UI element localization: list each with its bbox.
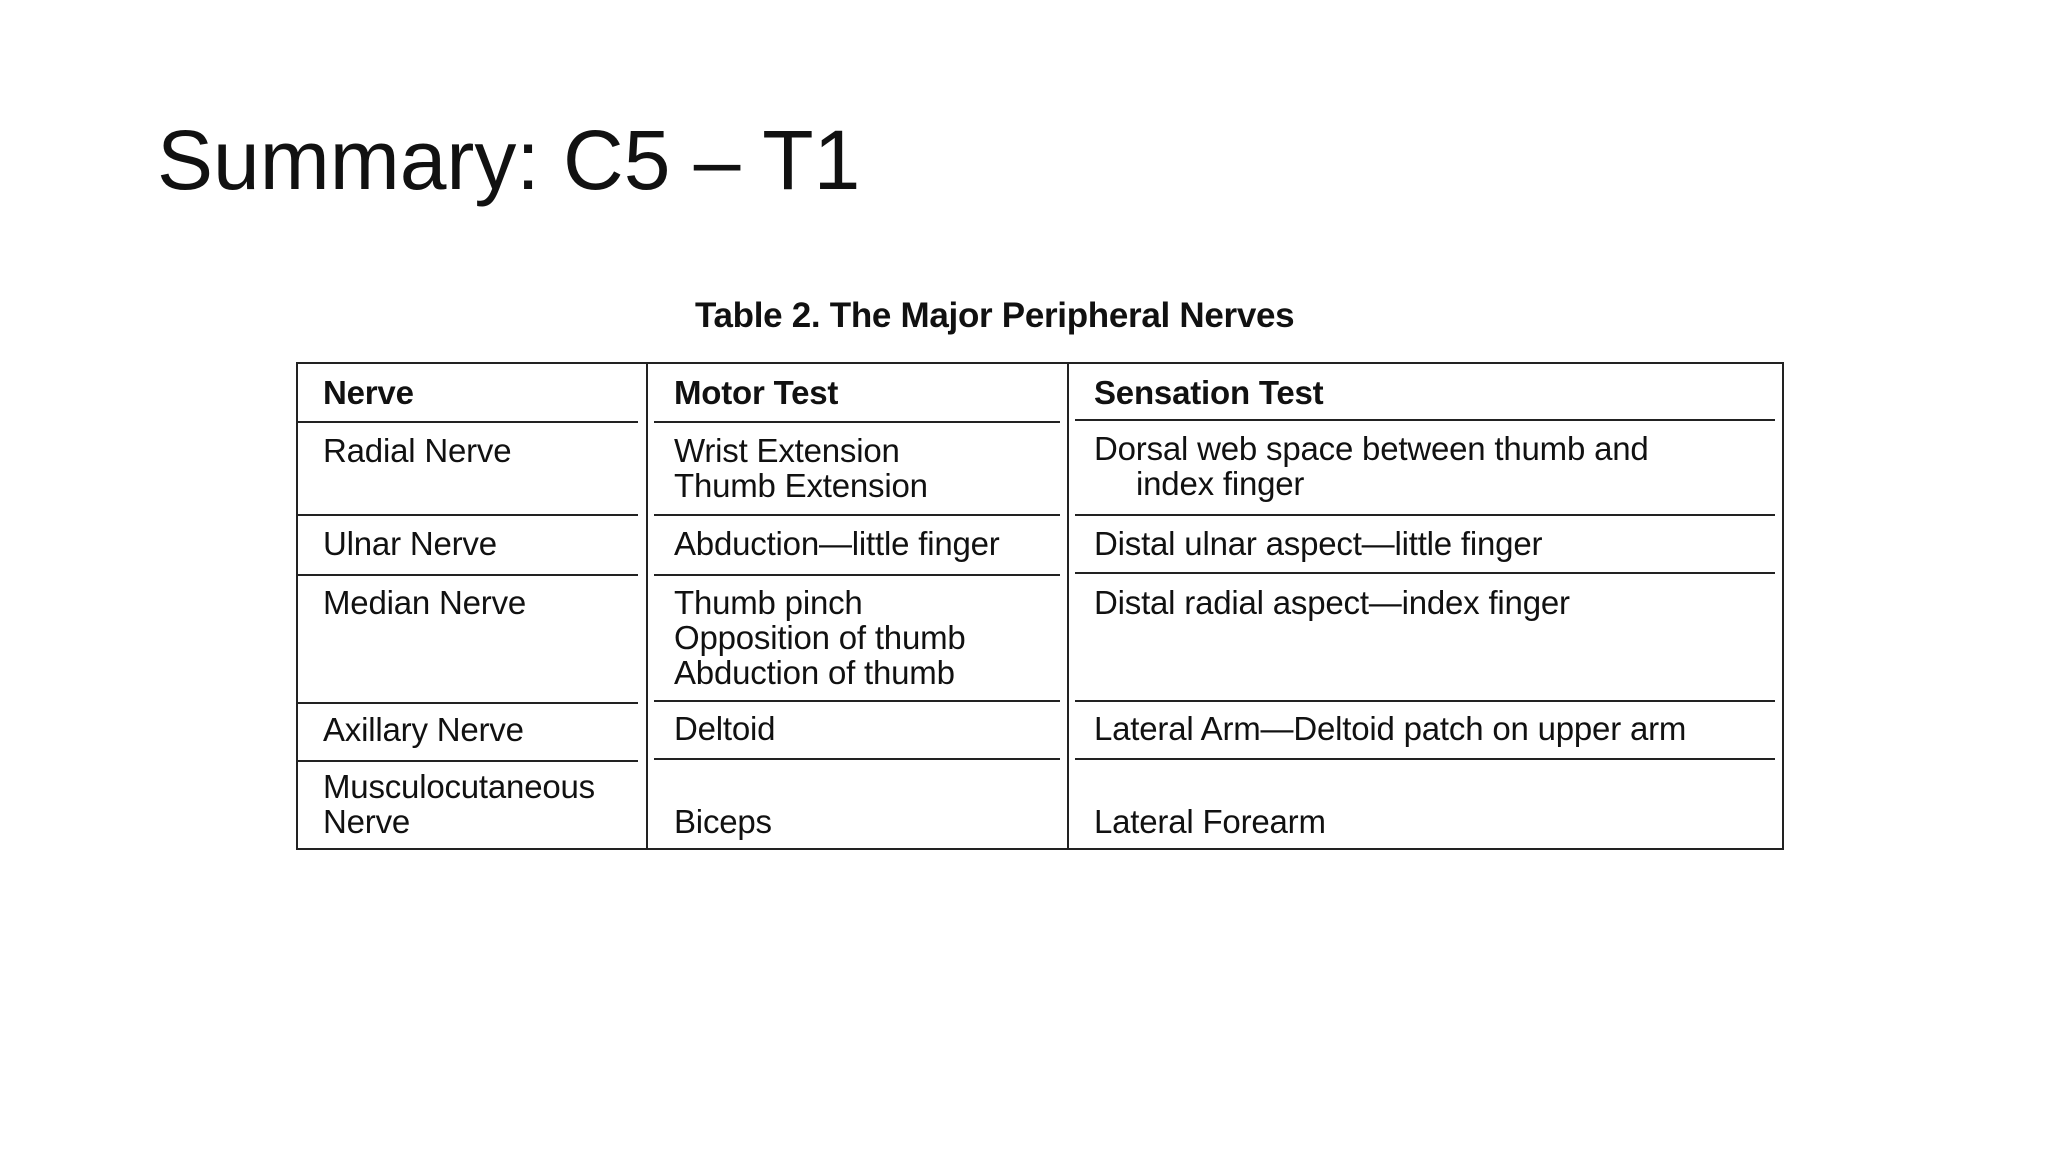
row-divider: [1075, 700, 1775, 702]
row-divider: [654, 700, 1060, 702]
slide-title: Summary: C5 – T1: [157, 113, 861, 207]
column-divider: [646, 364, 648, 848]
cell-nerve: Radial Nerve: [323, 432, 512, 469]
row-divider: [298, 702, 638, 704]
cell-motor-test: Deltoid: [674, 710, 776, 747]
cell-motor-test: Abduction—little finger: [674, 525, 1000, 562]
cell-nerve: Median Nerve: [323, 584, 527, 621]
cell-motor-test: Biceps: [674, 803, 772, 840]
row-divider: [298, 760, 638, 762]
cell-nerve: Ulnar Nerve: [323, 525, 497, 562]
row-divider: [1075, 514, 1775, 516]
row-divider: [298, 514, 638, 516]
header-sensation-test: Sensation Test: [1094, 374, 1324, 411]
cell-sensation-test: Distal radial aspect—index finger: [1094, 584, 1570, 621]
header-motor-test: Motor Test: [674, 374, 839, 411]
cell-motor-test: Thumb pinch Opposition of thumb Abduction of thumb: [674, 584, 966, 691]
row-divider: [1075, 572, 1775, 574]
cell-sensation-test: Lateral Arm—Deltoid patch on upper arm: [1094, 710, 1687, 747]
header-nerve: Nerve: [323, 374, 414, 411]
cell-sensation-test: Dorsal web space between thumb and index finger: [1094, 430, 1649, 502]
cell-nerve: Musculocutaneous Nerve: [323, 768, 595, 840]
peripheral-nerves-table: [296, 362, 1784, 850]
row-divider: [654, 758, 1060, 760]
cell-motor-test: Wrist Extension Thumb Extension: [674, 432, 928, 504]
row-divider: [1075, 419, 1775, 421]
row-divider: [1075, 758, 1775, 760]
row-divider: [654, 514, 1060, 516]
row-divider: [298, 421, 638, 423]
row-divider: [298, 574, 638, 576]
cell-sensation-test: Distal ulnar aspect—little finger: [1094, 525, 1543, 562]
cell-sensation-test: Lateral Forearm: [1094, 803, 1326, 840]
cell-nerve: Axillary Nerve: [323, 711, 524, 748]
column-divider: [1067, 364, 1069, 848]
row-divider: [654, 574, 1060, 576]
table-caption: Table 2. The Major Peripheral Nerves: [695, 296, 1295, 335]
row-divider: [654, 421, 1060, 423]
